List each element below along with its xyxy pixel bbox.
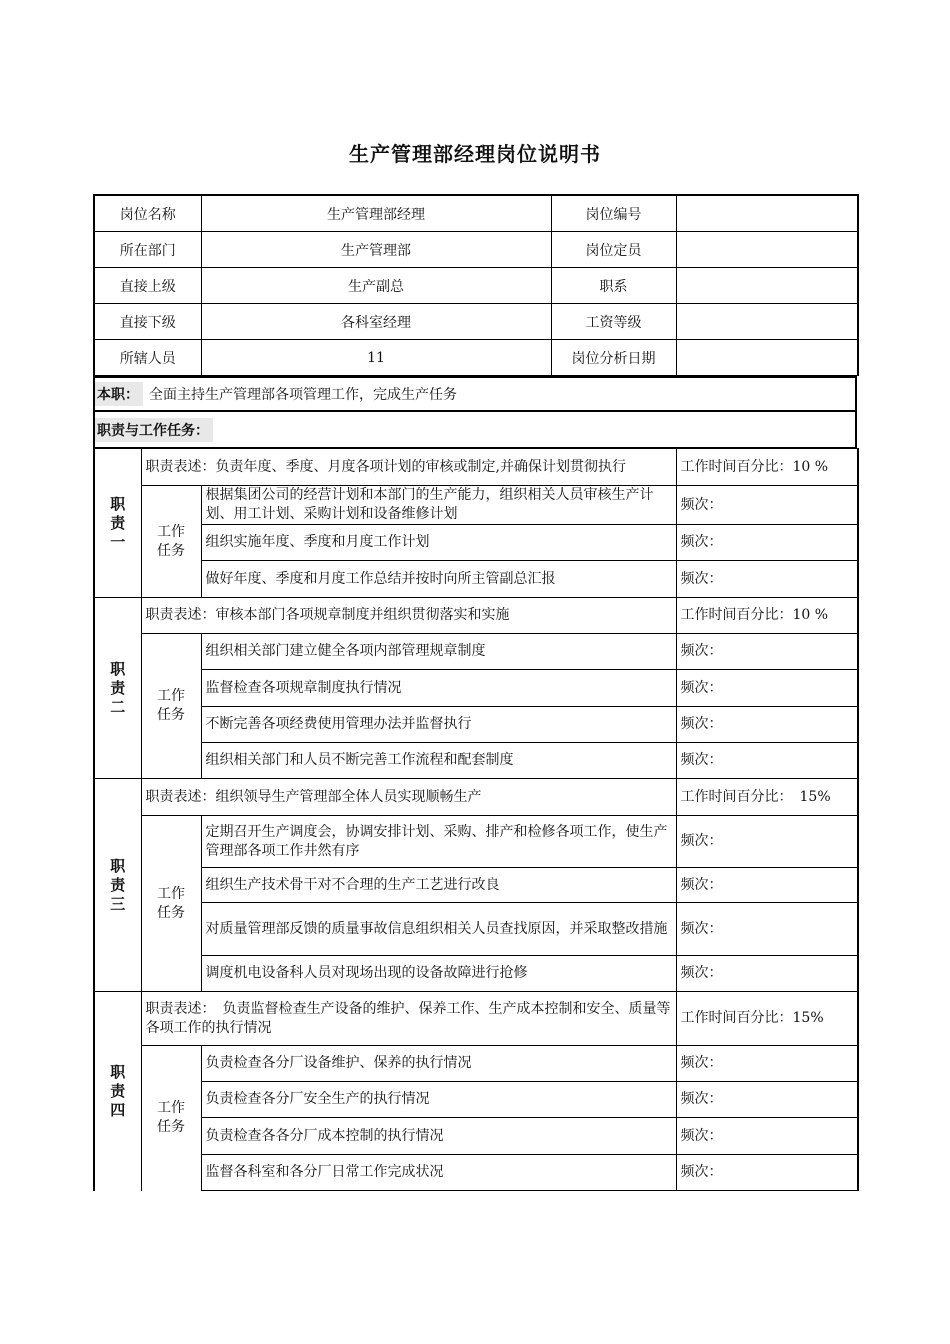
work-tasks-label-line: 工作: [157, 885, 185, 902]
task-row: [94, 525, 858, 561]
info-label2-cell: 岗位编号: [551, 195, 676, 232]
task-text: 根据集团公司的经营计划和本部门的生产能力，组织相关人员审核生产计划、用工计划、采购计划和设备维修计划: [201, 486, 676, 525]
work-tasks-label: [141, 486, 201, 598]
responsibility-label-char: 职: [110, 856, 126, 875]
task-text: 不断完善各项经费使用管理办法并监督执行: [201, 707, 676, 743]
responsibility-label-char: 职: [110, 494, 126, 513]
responsibility-label-char: 职: [110, 1062, 126, 1081]
task-text: 组织相关部门和人员不断完善工作流程和配套制度: [201, 743, 676, 779]
task-row: [94, 1082, 858, 1118]
info-value2-cell: [676, 268, 858, 304]
task-row: [94, 670, 858, 707]
info-row: [94, 232, 858, 268]
responsibility-desc-row: [94, 598, 858, 634]
task-row: [94, 868, 858, 903]
task-text: 监督检查各项规章制度执行情况: [201, 670, 676, 707]
frequency-cell: 频次：: [676, 956, 858, 992]
info-value-cell: 生产副总: [201, 268, 551, 304]
responsibilities-table: [93, 448, 859, 1191]
info-label2-cell: 岗位分析日期: [551, 340, 676, 376]
responsibility-label-char: 一: [110, 532, 126, 551]
primary-duty-row: [93, 376, 857, 412]
info-value2-cell: [676, 232, 858, 268]
time-percentage: 工作时间百分比：15%: [676, 992, 858, 1046]
responsibility-label-char: 四: [110, 1100, 126, 1119]
task-text: 调度机电设备科人员对现场出现的设备故障进行抢修: [201, 956, 676, 992]
frequency-cell: 频次：: [676, 868, 858, 903]
work-tasks-label: [141, 634, 201, 779]
task-row: [94, 634, 858, 670]
responsibility-description: 职责表述：组织领导生产管理部全体人员实现顺畅生产: [141, 779, 676, 816]
frequency-cell: 频次：: [676, 561, 858, 598]
responsibility-desc-row: [94, 992, 858, 1046]
info-value2-cell: [676, 304, 858, 340]
work-tasks-label-line: 工作: [157, 688, 185, 704]
info-value-cell: 生产管理部经理: [201, 195, 551, 232]
task-text: 组织生产技术骨干对不合理的生产工艺进行改良: [201, 868, 676, 903]
responsibility-description: 职责表述： 负责监督检查生产设备的维护、保养工作、生产成本控制和安全、质量等各项工作的执行情况: [141, 992, 676, 1046]
task-text: 定期召开生产调度会，协调安排计划、采购、排产和检修各项工作，使生产管理部各项工作井然有序: [201, 816, 676, 868]
page-title: 生产管理部经理岗位说明书: [349, 142, 601, 166]
info-label2-cell: 职系: [551, 268, 676, 304]
task-row: [94, 707, 858, 743]
frequency-cell: 频次：: [676, 1155, 858, 1191]
info-row: [94, 340, 858, 376]
info-label-cell: 岗位名称: [94, 195, 201, 232]
task-text: 负责检查各分厂设备维护、保养的执行情况: [201, 1046, 676, 1082]
frequency-cell: 频次：: [676, 816, 858, 868]
time-percentage: 工作时间百分比： 15%: [676, 779, 858, 816]
responsibility-label: [94, 598, 141, 779]
info-value2-cell: [676, 340, 858, 376]
frequency-cell: 频次：: [676, 486, 858, 525]
info-row: [94, 195, 858, 232]
responsibility-description: 职责表述：负责年度、季度、月度各项计划的审核或制定,并确保计划贯彻执行: [141, 449, 676, 486]
time-percentage: 工作时间百分比：10 %: [676, 449, 858, 486]
task-row: [94, 956, 858, 992]
time-percentage: 工作时间百分比：10 %: [676, 598, 858, 634]
frequency-cell: 频次：: [676, 634, 858, 670]
task-text: 组织相关部门建立健全各项内部管理规章制度: [201, 634, 676, 670]
work-tasks-label-line: 任务: [157, 904, 185, 921]
frequency-cell: 频次：: [676, 1118, 858, 1155]
responsibility-label-char: 责: [110, 875, 126, 894]
responsibility-label-char: 责: [110, 678, 126, 697]
task-text: 负责检查各分厂安全生产的执行情况: [201, 1082, 676, 1118]
work-tasks-label-line: 任务: [157, 1119, 185, 1136]
primary-duty-label: 本职：: [95, 382, 143, 406]
work-tasks-label-line: 任务: [157, 707, 185, 723]
responsibilities-section-header: [93, 412, 857, 448]
info-label-cell: 直接下级: [94, 304, 201, 340]
work-tasks-label: [141, 1046, 201, 1191]
responsibility-label-char: 责: [110, 513, 126, 532]
frequency-cell: 频次：: [676, 1046, 858, 1082]
section-label: 职责与工作任务：: [95, 418, 213, 442]
info-label-cell: 所在部门: [94, 232, 201, 268]
info-label-cell: 直接上级: [94, 268, 201, 304]
task-text: 组织实施年度、季度和月度工作计划: [201, 525, 676, 561]
info-label2-cell: 岗位定员: [551, 232, 676, 268]
responsibility-label-char: 三: [110, 894, 126, 913]
responsibility-label-char: 责: [110, 1081, 126, 1100]
work-tasks-label-line: 任务: [157, 542, 185, 559]
task-row: [94, 743, 858, 779]
info-value-cell: 11: [201, 340, 551, 376]
responsibility-label-char: 二: [110, 697, 126, 716]
responsibility-label: [94, 449, 141, 598]
frequency-cell: 频次：: [676, 670, 858, 707]
responsibility-desc-row: [94, 449, 858, 486]
task-row: [94, 1155, 858, 1191]
responsibility-description: 职责表述：审核本部门各项规章制度并组织贯彻落实和实施: [141, 598, 676, 634]
info-value2-cell: [676, 195, 858, 232]
task-text: 对质量管理部反馈的质量事故信息组织相关人员查找原因，并采取整改措施: [201, 903, 676, 956]
task-row: [94, 1118, 858, 1155]
frequency-cell: 频次：: [676, 1082, 858, 1118]
info-label2-cell: 工资等级: [551, 304, 676, 340]
primary-duty-text: 全面主持生产管理部各项管理工作，完成生产任务: [149, 387, 457, 403]
work-tasks-label-line: 工作: [157, 1100, 185, 1117]
task-text: 负责检查各各分厂成本控制的执行情况: [201, 1118, 676, 1155]
info-row: [94, 304, 858, 340]
frequency-cell: 频次：: [676, 743, 858, 779]
task-row: [94, 561, 858, 598]
info-value-cell: 各科室经理: [201, 304, 551, 340]
task-row: [94, 816, 858, 868]
info-value-cell: 生产管理部: [201, 232, 551, 268]
task-text: 做好年度、季度和月度工作总结并按时向所主管副总汇报: [201, 561, 676, 598]
responsibility-desc-row: [94, 779, 858, 816]
frequency-cell: 频次：: [676, 707, 858, 743]
info-row: [94, 268, 858, 304]
responsibility-label: [94, 779, 141, 992]
responsibility-label: [94, 992, 141, 1191]
responsibility-label-char: 职: [110, 659, 126, 678]
frequency-cell: 频次：: [676, 903, 858, 956]
work-tasks-label: [141, 816, 201, 992]
work-tasks-label-line: 工作: [157, 523, 185, 540]
info-label-cell: 所辖人员: [94, 340, 201, 376]
basic-info-table: [93, 194, 859, 376]
frequency-cell: 频次：: [676, 525, 858, 561]
task-text: 监督各科室和各分厂日常工作完成状况: [201, 1155, 676, 1191]
task-row: [94, 486, 858, 525]
task-row: [94, 903, 858, 956]
task-row: [94, 1046, 858, 1082]
